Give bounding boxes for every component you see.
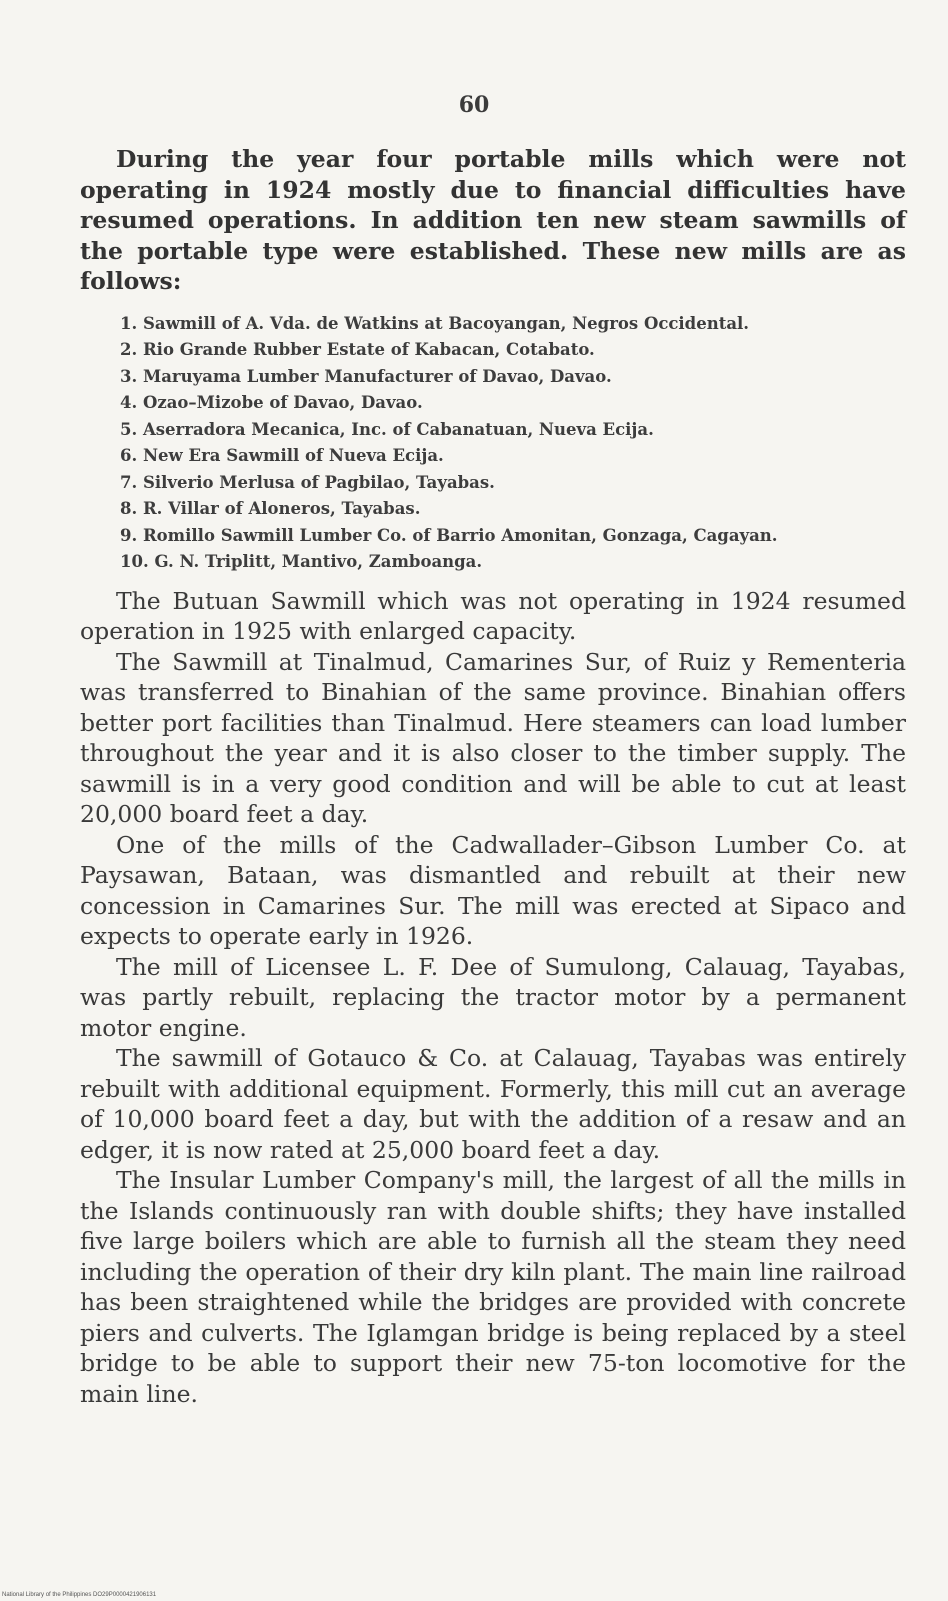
paragraph-butuan: The Butuan Sawmill which was not operating in 1924 resumed operation in 1925 with enlarged capacity. (80, 586, 906, 645)
paragraph-intro: During the year four portable mills which were not operating in 1924 mostly due to financial difficulties have resumed operations. In addition ten new steam sawmills of the portable type were established. These new mills are as follows: (80, 145, 906, 295)
list-item: 9. Romillo Sawmill Lumber Co. of Barrio Amonitan, Gonzaga, Cagayan. (120, 525, 778, 545)
paragraph-gotauco: The sawmill of Gotauco & Co. at Calauag, Tayabas was entirely rebuilt with additional equipment. Formerly, this mill cut an average of 10,000 board feet a day, but with the addition of a resaw and an edger, it is now rated at 25,000 board feet a day. (80, 1044, 906, 1164)
list-item: 4. Ozao–Mizobe of Davao, Davao. (120, 393, 423, 412)
paragraph-cadwallader: One of the mills of the Cadwallader–Gibson Lumber Co. at Paysawan, Bataan, was dismantled and rebuilt at their new concession in Camarines Sur. The mill was erected at Sipaco and expects to operate early in 1926. (80, 830, 906, 950)
list-item: 5. Aserradora Mecanica, Inc. of Cabanatuan, Nueva Ecija. (120, 419, 654, 439)
list-item: 6. New Era Sawmill of Nueva Ecija. (120, 446, 444, 465)
new-mills-list (80, 311, 906, 576)
paragraph-dee: The mill of Licensee L. F. Dee of Sumulong, Calauag, Tayabas, was partly rebuilt, replacing the tractor motor by a permanent motor engine. (80, 952, 906, 1042)
list-item: 10. G. N. Triplitt, Mantivo, Zamboanga. (120, 552, 483, 571)
list-item: 3. Maruyama Lumber Manufacturer of Davao, Davao. (120, 366, 612, 386)
paragraph-insular: The Insular Lumber Company's mill, the largest of all the mills in the Islands continuously ran with double shifts; they have installed five large boilers which are able to furnish all the steam they need including the operation of their dry kiln plant. The main line railroad has been straightened while the bridges are provided with concrete piers and culverts. The Iglamgan bridge is being replaced by a steel bridge to be able to support their new 75-ton locomotive for the main line. (80, 1166, 906, 1408)
list-item: 8. R. Villar of Aloneros, Tayabas. (120, 499, 421, 518)
list-item: 2. Rio Grande Rubber Estate of Kabacan, Cotabato. (120, 340, 595, 359)
page-body (80, 144, 906, 1409)
archive-footer: National Library of the Philippines DO29P0000421906131 (2, 1592, 157, 1598)
page-number: 60 (458, 92, 490, 118)
paragraph-tinalmud: The Sawmill at Tinalmud, Camarines Sur, of Ruiz y Rementeria was transferred to Binahian of the same province. Binahian offers better port facilities than Tinalmud. Here steamers can load lumber throughout the year and it is also closer to the timber supply. The sawmill is in a very good condition and will be able to cut at least 20,000 board feet a day. (80, 647, 906, 828)
list-item: 1. Sawmill of A. Vda. de Watkins at Bacoyangan, Negros Occidental. (120, 313, 750, 333)
list-item: 7. Silverio Merlusa of Pagbilao, Tayabas. (120, 472, 495, 492)
